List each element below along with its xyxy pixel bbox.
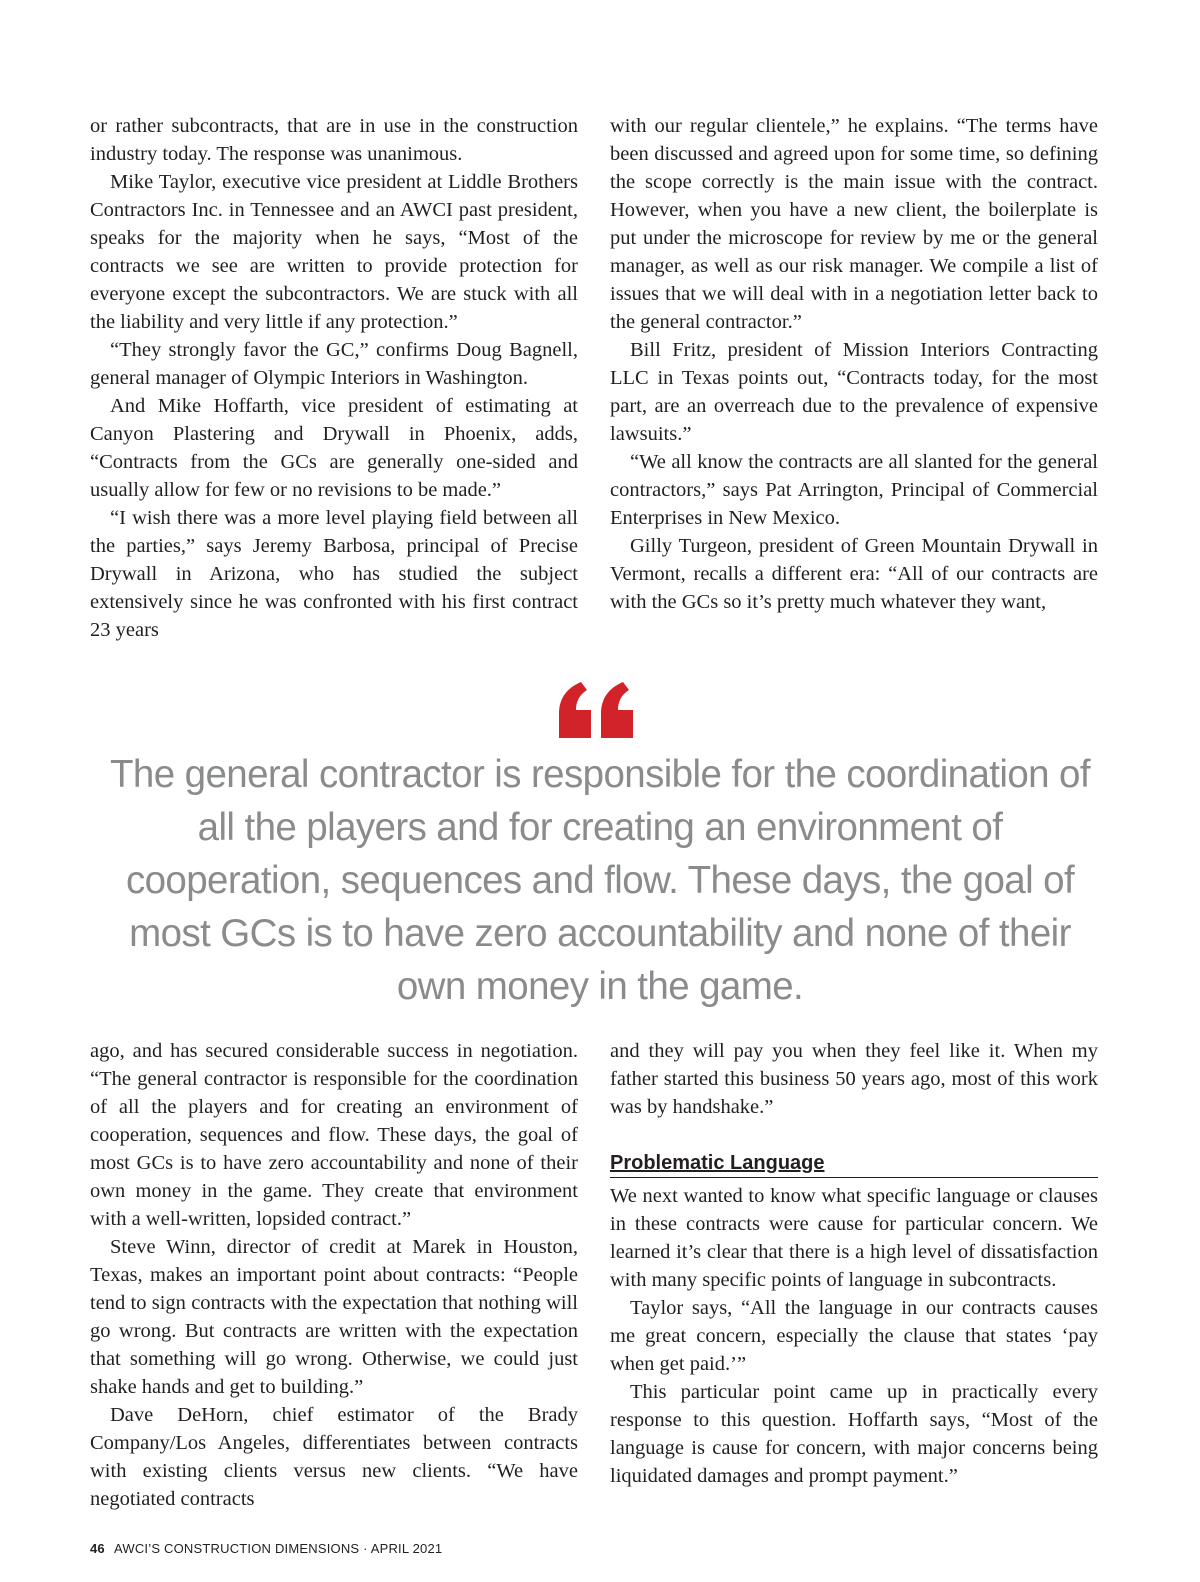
paragraph: Gilly Turgeon, president of Green Mountain Drywall in Vermont, recalls a different era: “All of our contracts are with the GCs so it’s pretty much whatever they want, bbox=[610, 535, 1098, 613]
paragraph: Taylor says, “All the language in our contracts causes me great concern, especially the clause that states ‘pay when get paid.’” bbox=[610, 1297, 1098, 1375]
quote-mark-icon bbox=[555, 680, 645, 740]
paragraph: This particular point came up in practically every response to this question. Hoffarth says, “Most of the language is cause for concern, with major concerns being liquidated damages and prompt payment.” bbox=[610, 1381, 1098, 1487]
paragraph: And Mike Hoffarth, vice president of estimating at Canyon Plastering and Drywall in Phoenix, adds, “Contracts from the GCs are generally one-sided and usually allow for few or no revisions to be made.” bbox=[90, 395, 578, 501]
paragraph: “We all know the contracts are all slanted for the general contractors,” says Pat Arrington, Principal of Commercial Enterprises in New Mexico. bbox=[610, 451, 1098, 529]
paragraph: Steve Winn, director of credit at Marek in Houston, Texas, makes an important point about contracts: “People tend to sign contracts with the expectation that nothing will go wrong. But contracts are written with the expectation that something will go wrong. Otherwise, we could just shake hands and get to building.” bbox=[90, 1236, 578, 1398]
paragraph: Mike Taylor, executive vice president at Liddle Brothers Contractors Inc. in Tennessee and an AWCI past president, speaks for the majority when he says, “Most of the contracts we see are written to provide protection for everyone except the subcontractors. We are stuck with all the liability and very little if any protection.” bbox=[90, 171, 578, 333]
paragraph: “I wish there was a more level playing field between all the parties,” says Jeremy Barbosa, principal of Precise Drywall in Arizona, who has studied the subject extensively since he was confronted with his first contract 23 years bbox=[90, 507, 578, 641]
paragraph: ago, and has secured considerable success in negotiation. “The general contractor is responsible for the coordination of all the players and for creating an environment of cooperation, sequences and flow. These days, the goal of most GCs is to have zero accountability and none of their own money in the game. They create that environment with a well-written, lopsided contract.” bbox=[90, 1040, 578, 1230]
pull-quote bbox=[95, 680, 1105, 1013]
paragraph: and they will pay you when they feel like it. When my father started this business 50 years ago, most of this work was by handshake.” bbox=[610, 1040, 1098, 1118]
column-bottom-right bbox=[610, 1037, 1098, 1490]
page-footer bbox=[90, 1541, 442, 1556]
paragraph: Bill Fritz, president of Mission Interiors Contracting LLC in Texas points out, “Contracts today, for the most part, are an overreach due to the prevalence of expensive lawsuits.” bbox=[610, 339, 1098, 445]
column-top-right bbox=[610, 112, 1098, 616]
paragraph: “They strongly favor the GC,” confirms Doug Bagnell, general manager of Olympic Interiors in Washington. bbox=[90, 339, 578, 389]
column-top-left bbox=[90, 112, 578, 644]
pull-quote-text: The general contractor is responsible for the coordination of all the players and for creating an environment of cooperation, sequences and flow. These days, the goal of most GCs is to have zero accountability and none of their own money in the game. bbox=[110, 753, 1090, 1008]
column-bottom-left bbox=[90, 1037, 578, 1513]
paragraph: or rather subcontracts, that are in use in the construction industry today. The response was unanimous. bbox=[90, 115, 578, 165]
page-number: 46 bbox=[90, 1541, 105, 1556]
publication-info: AWCI’S CONSTRUCTION DIMENSIONS · APRIL 2021 bbox=[113, 1541, 443, 1556]
paragraph: Dave DeHorn, chief estimator of the Brady Company/Los Angeles, differentiates between contracts with existing clients versus new clients. “We have negotiated contracts bbox=[90, 1404, 578, 1510]
paragraph: We next wanted to know what specific language or clauses in these contracts were cause for particular concern. We learned it’s clear that there is a high level of dissatisfaction with many specific points of language in subcontracts. bbox=[610, 1185, 1098, 1291]
section-heading: Problematic Language bbox=[610, 1149, 1098, 1178]
paragraph: with our regular clientele,” he explains. “The terms have been discussed and agreed upon for some time, so defining the scope correctly is the main issue with the contract. However, when you have a new client, the boilerplate is put under the microscope for review by me or the general manager, as well as our risk manager. We compile a list of issues that we will deal with in a negotiation letter back to the general contractor.” bbox=[610, 115, 1098, 333]
